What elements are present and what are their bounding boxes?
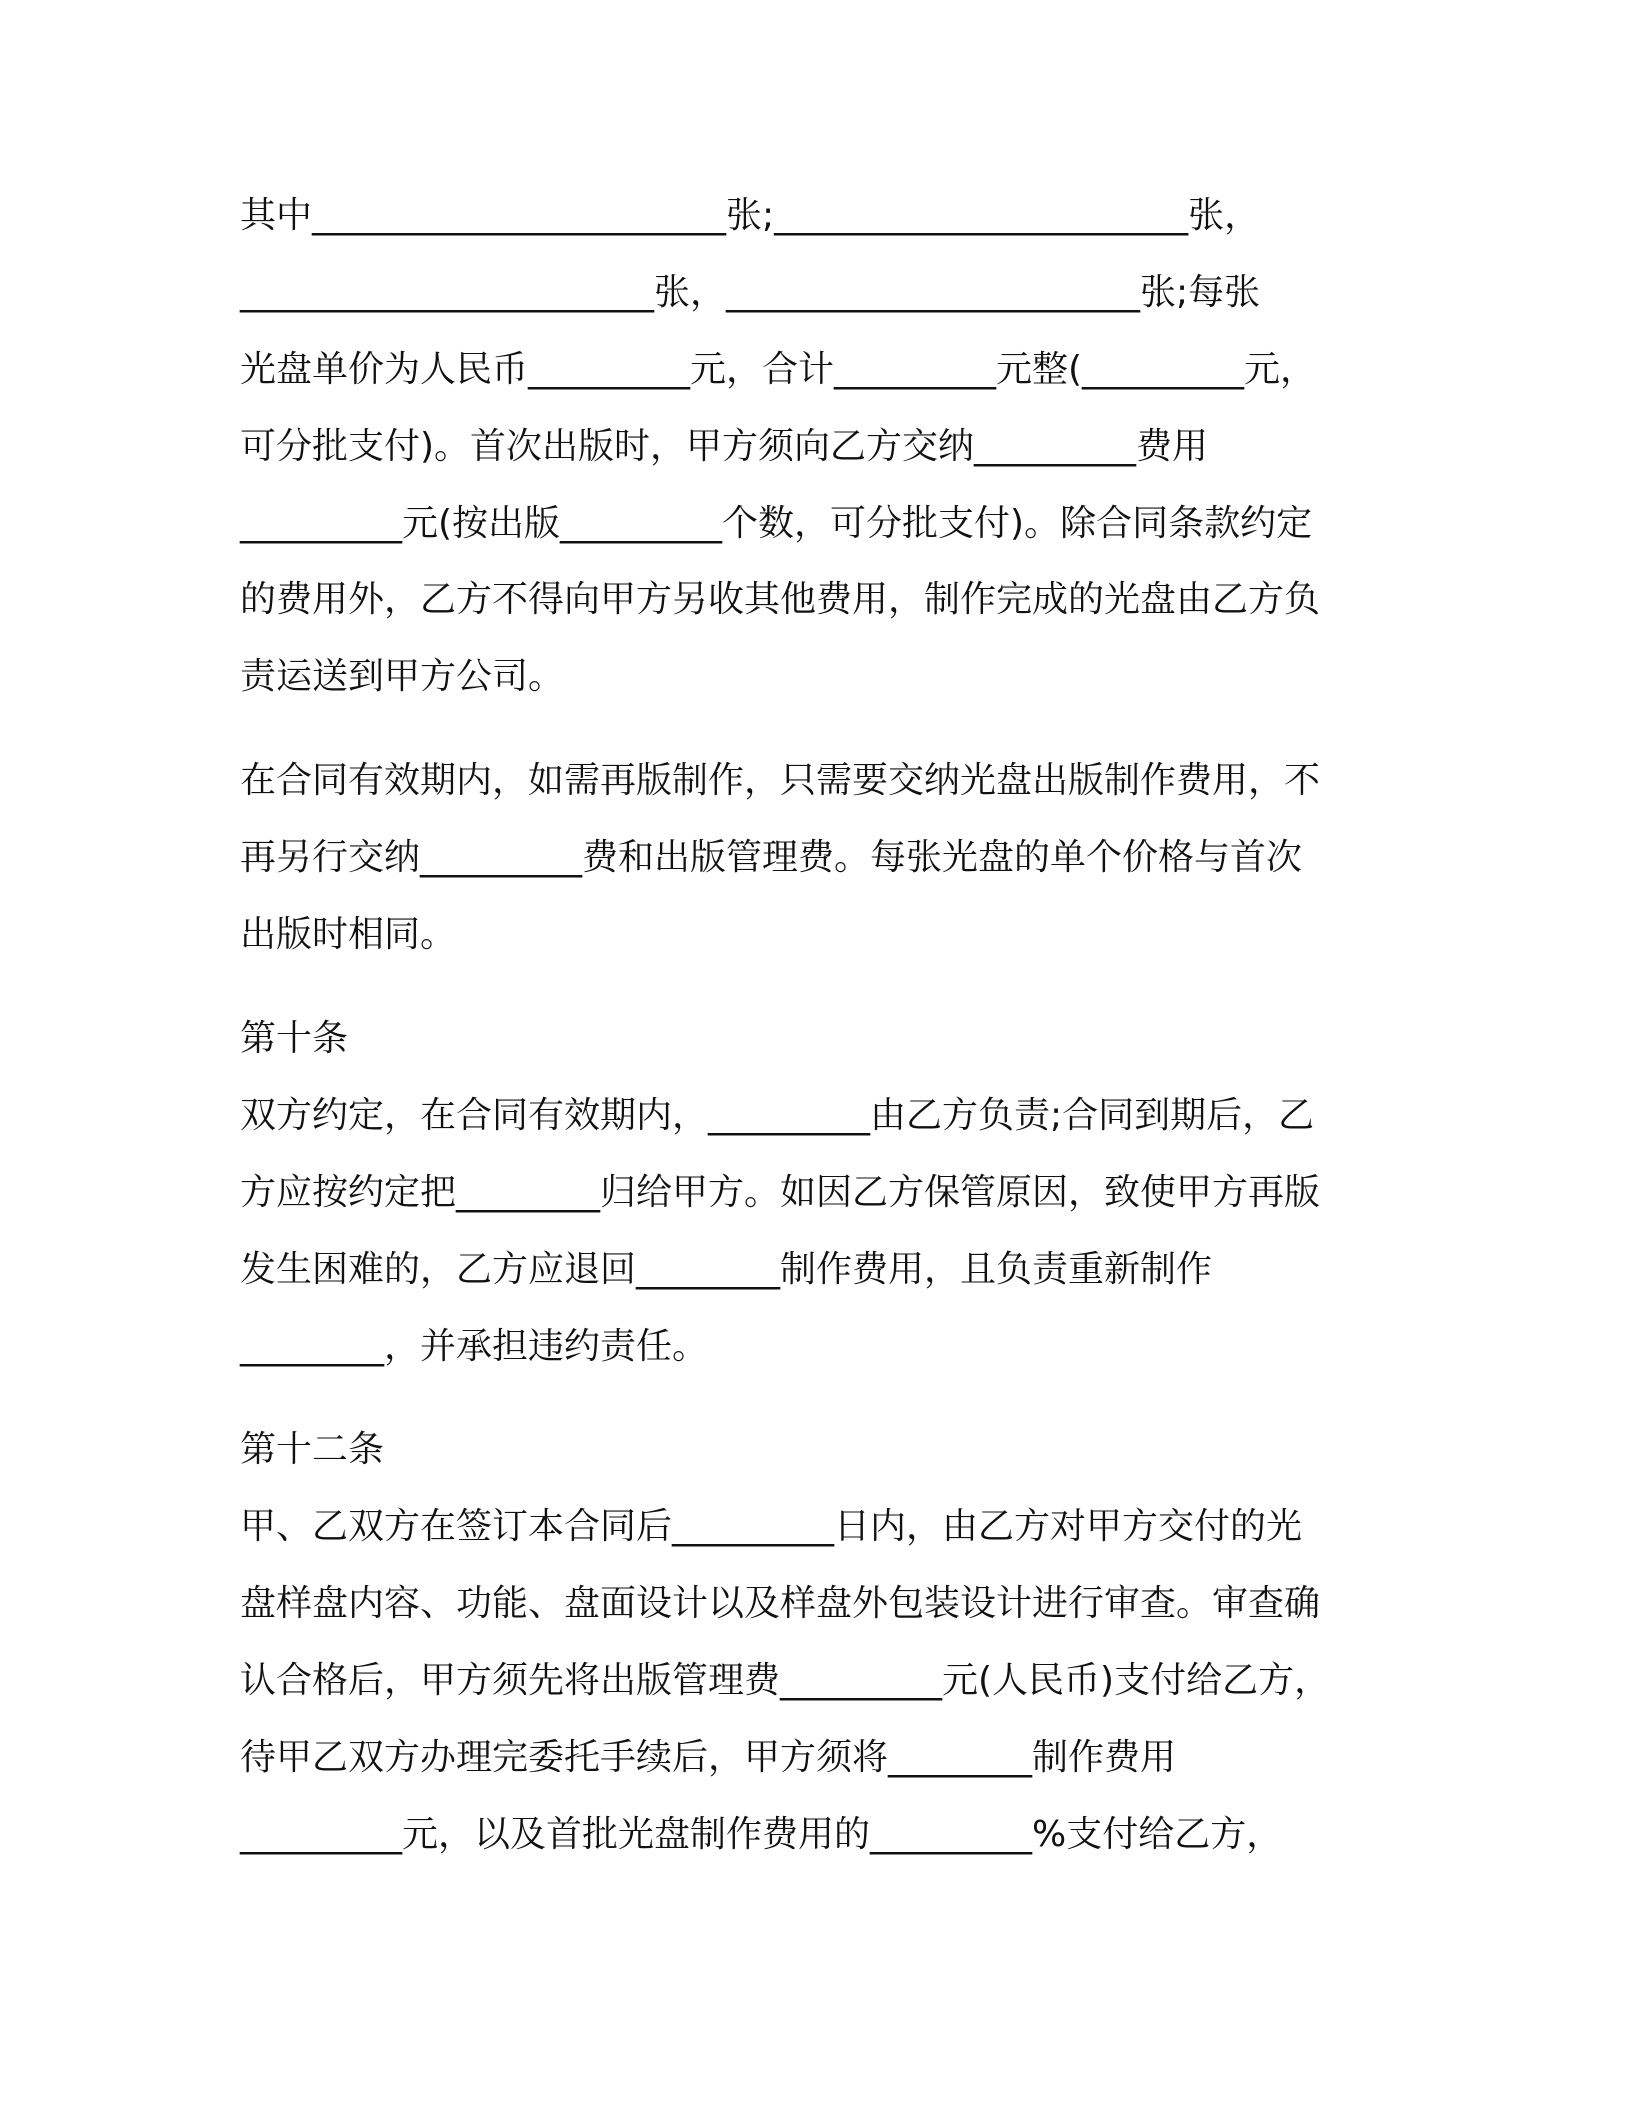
text-line: 光盘单价为人民币_________元，合计_________元整(_________元， (240, 349, 1317, 390)
text-line: 再另行交纳_________费和出版管理费。每张光盘的单个价格与首次 (240, 837, 1303, 878)
text-line: 可分批支付)。首次出版时，甲方须向乙方交纳_________费用 (240, 426, 1209, 467)
text-line: 盘样盘内容、功能、盘面设计以及样盘外包装设计进行审查。审查确 (240, 1583, 1321, 1624)
text-line: 出版时相同。 (240, 914, 457, 955)
text-line: 甲、乙双方在签订本合同后_________日内，由乙方对甲方交付的光 (240, 1506, 1303, 1547)
text-line: 方应按约定把________归给甲方。如因乙方保管原因，致使甲方再版 (240, 1172, 1321, 1213)
text-line: 在合同有效期内，如需再版制作，只需要交纳光盘出版制作费用，不 (240, 760, 1321, 801)
text-line: 待甲乙双方办理完委托手续后，甲方须将________制作费用 (240, 1737, 1177, 1778)
text-line: 认合格后，甲方须先将出版管理费_________元(人民币)支付给乙方， (240, 1660, 1331, 1701)
text-line: 发生困难的，乙方应退回________制作费用，且负责重新制作 (240, 1249, 1213, 1290)
text-line: _________元(按出版_________个数，可分批支付)。除合同条款约定 (240, 503, 1313, 544)
text-line: 双方约定，在合同有效期内，_________由乙方负责;合同到期后，乙 (240, 1095, 1315, 1136)
text-line: ________，并承担违约责任。 (240, 1326, 709, 1367)
text-line: 的费用外，乙方不得向甲方另收其他费用，制作完成的光盘由乙方负 (240, 579, 1321, 620)
text-line: 其中_______________________张;_______________________张， (240, 195, 1261, 236)
section-heading: 第十条 (240, 1018, 349, 1059)
section-heading: 第十二条 (240, 1429, 385, 1470)
text-line: _______________________张，_______________________张;每张 (240, 272, 1261, 313)
text-line: 责运送到甲方公司。 (240, 656, 565, 697)
text-line: _________元，以及首批光盘制作费用的_________%支付给乙方， (240, 1814, 1283, 1855)
